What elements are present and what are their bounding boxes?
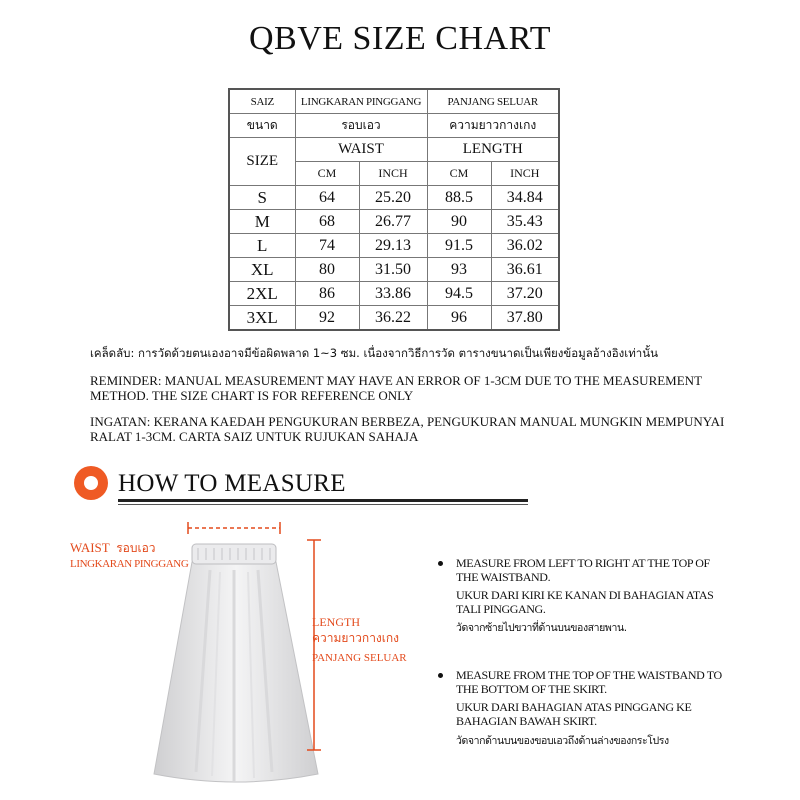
table-cell: 88.5 — [427, 186, 491, 210]
bullet-1-ms: UKUR DARI KIRI KE KANAN DI BAHAGIAN ATAS TALI PINGGANG. — [456, 588, 714, 616]
table-row — [229, 258, 559, 282]
table-cell: 68 — [295, 210, 359, 234]
table-cell: 33.86 — [359, 282, 427, 306]
size-cell: S — [229, 186, 295, 210]
bullet-1-th: วัดจากซ้ายไปขวาที่ด้านบนของสายพาน. — [456, 622, 627, 634]
table-cell: 93 — [427, 258, 491, 282]
waist-label-th: รอบเอว — [116, 541, 156, 555]
unit-cell: CM — [295, 162, 359, 186]
unit-cell: CM — [427, 162, 491, 186]
bullet-dot-icon — [438, 673, 443, 678]
table-cell: 94.5 — [427, 282, 491, 306]
length-dimension-line — [304, 538, 324, 754]
title-underline-thin — [118, 504, 528, 505]
table-row — [229, 234, 559, 258]
size-chart-table — [228, 88, 560, 331]
bullet-2-th: วัดจากด้านบนของขอบเอวถึงด้านล่างของกระโปรง — [456, 735, 669, 747]
table-cell: 25.20 — [359, 186, 427, 210]
table-cell: 37.20 — [491, 282, 559, 306]
header-cell: SAIZ — [229, 89, 295, 114]
note-malay: INGATAN: KERANA KAEDAH PENGUKURAN BERBEZA, PENGUKURAN MANUAL MUNGKIN MEMPUNYAI RALAT 1-3CM. CARTA SAIZ UNTUK RUJUKAN SAHAJA — [90, 414, 725, 444]
waist-label — [70, 540, 156, 556]
length-header: LENGTH — [427, 138, 559, 162]
bullet-dot-icon — [438, 561, 443, 566]
table-cell: 35.43 — [491, 210, 559, 234]
size-cell: M — [229, 210, 295, 234]
title-underline — [118, 499, 528, 502]
size-cell: XL — [229, 258, 295, 282]
circle-bullet-icon — [74, 466, 108, 500]
table-header-row — [229, 138, 559, 162]
table-row — [229, 210, 559, 234]
table-header-row — [229, 89, 559, 114]
table-cell: 80 — [295, 258, 359, 282]
length-label-ms: PANJANG SELUAR — [312, 652, 407, 664]
note-thai: เคล็ดลับ: การวัดด้วยตนเองอาจมีข้อผิดพลาด 1~3 ซม. เนื่องจากวิธีการวัด ตารางขนาดเป็นเพียงข้อมูลอ้างอิงเท่านั้น — [90, 346, 658, 360]
table-cell: 86 — [295, 282, 359, 306]
table-cell: 34.84 — [491, 186, 559, 210]
table-row — [229, 306, 559, 331]
length-label-en: LENGTH — [312, 615, 360, 629]
table-cell: 29.13 — [359, 234, 427, 258]
header-cell: PANJANG SELUAR — [427, 89, 559, 114]
waist-header: WAIST — [295, 138, 427, 162]
table-cell: 92 — [295, 306, 359, 331]
waist-label-ms: LINGKARAN PINGGANG — [70, 558, 189, 570]
note-english: REMINDER: MANUAL MEASUREMENT MAY HAVE AN ERROR OF 1-3CM DUE TO THE MEASUREMENT METHOD. THE SIZE CHART IS FOR REFERENCE ONLY — [90, 373, 702, 403]
table-row — [229, 186, 559, 210]
table-cell: 36.22 — [359, 306, 427, 331]
waist-label-en: WAIST — [70, 540, 110, 555]
table-cell: 31.50 — [359, 258, 427, 282]
table-cell: 26.77 — [359, 210, 427, 234]
table-cell: 36.61 — [491, 258, 559, 282]
table-cell: 96 — [427, 306, 491, 331]
table-cell: 90 — [427, 210, 491, 234]
table-cell: 64 — [295, 186, 359, 210]
header-cell: รอบเอว — [295, 114, 427, 138]
bullet-1-en: MEASURE FROM LEFT TO RIGHT AT THE TOP OF THE WAISTBAND. — [456, 556, 710, 584]
length-label-th: ความยาวกางเกง — [312, 631, 400, 645]
page-title: QBVE SIZE CHART — [248, 20, 551, 57]
table-cell: 74 — [295, 234, 359, 258]
how-to-measure-title: HOW TO MEASURE — [118, 470, 346, 497]
table-cell: 91.5 — [427, 234, 491, 258]
table-cell: 37.80 — [491, 306, 559, 331]
header-cell: LINGKARAN PINGGANG — [295, 89, 427, 114]
table-row — [229, 282, 559, 306]
bullet-2-ms: UKUR DARI BAHAGIAN ATAS PINGGANG KE BAHAGIAN BAWAH SKIRT. — [456, 700, 692, 728]
table-cell: 36.02 — [491, 234, 559, 258]
header-cell: ความยาวกางเกง — [427, 114, 559, 138]
unit-cell: INCH — [491, 162, 559, 186]
unit-cell: INCH — [359, 162, 427, 186]
size-cell: L — [229, 234, 295, 258]
bullet-2-en: MEASURE FROM THE TOP OF THE WAISTBAND TO THE BOTTOM OF THE SKIRT. — [456, 668, 722, 696]
size-header: SIZE — [229, 138, 295, 186]
header-cell: ขนาด — [229, 114, 295, 138]
size-cell: 3XL — [229, 306, 295, 331]
table-header-row — [229, 114, 559, 138]
size-cell: 2XL — [229, 282, 295, 306]
